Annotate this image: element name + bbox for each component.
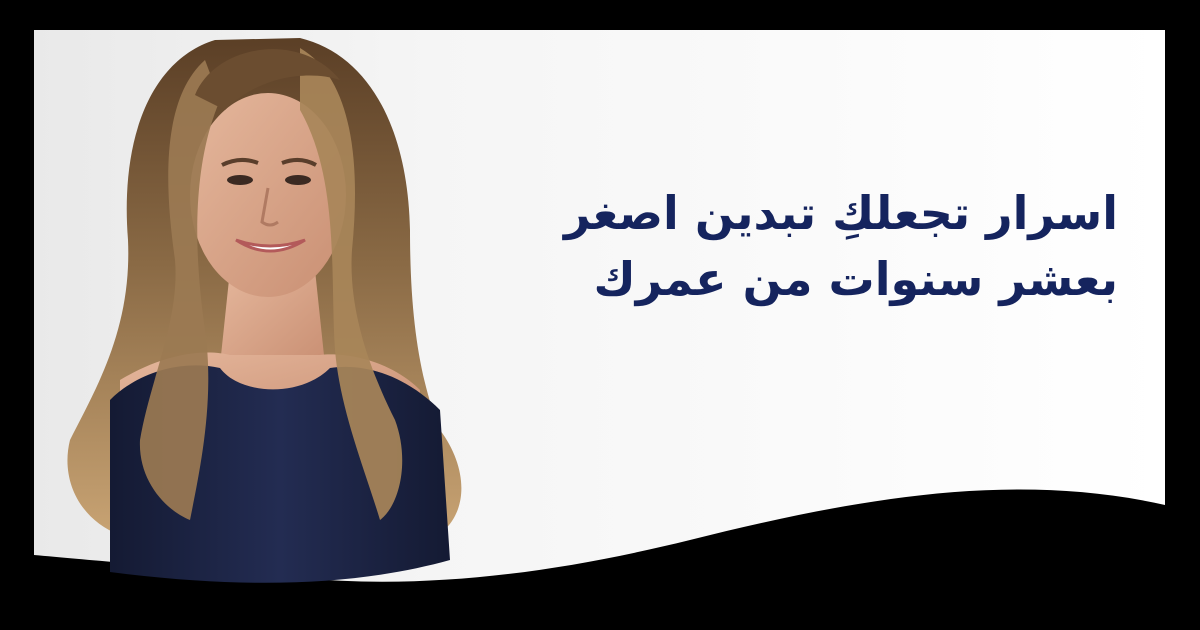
headline-line-1: اسرار تجعلكِ تبدين اصغر <box>564 186 1118 240</box>
headline-line-2: بعشر سنوات من عمرك <box>593 252 1118 306</box>
left-eye <box>227 175 253 185</box>
headline <box>558 180 1118 312</box>
right-eye <box>285 175 311 185</box>
